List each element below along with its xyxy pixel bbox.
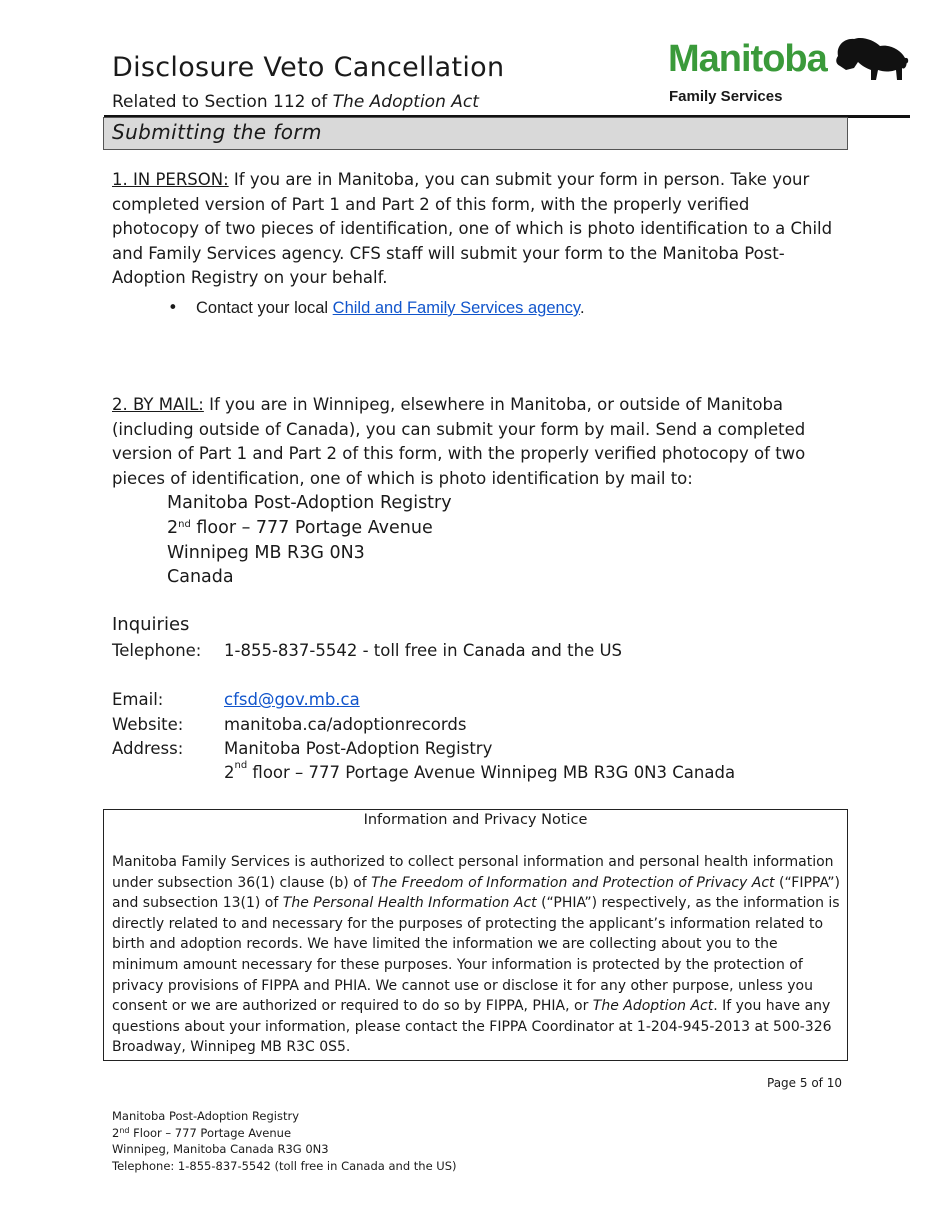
bullet-icon: • [168, 298, 178, 317]
footer-line2 [112, 1125, 457, 1142]
mailing-address [167, 491, 452, 590]
document-subtitle [112, 92, 479, 112]
by-mail-paragraph [112, 393, 838, 491]
mailing-address-line3: Winnipeg MB R3G 0N3 [167, 542, 365, 563]
telephone-value: 1-855-837-5542 - toll free in Canada and the US [224, 641, 623, 660]
page-number: Page 5 of 10 [767, 1076, 842, 1090]
footer-floor-suffix: nd [119, 1125, 130, 1135]
subtitle-prefix: Related to Section 112 of [112, 92, 333, 112]
by-mail-text: If you are in Winnipeg, elsewhere in Manitoba, or outside of Manitoba (including outside of Canada), you can submit your form by mail. Send a completed version of Part 1 and Part 2 of this form, with the properly verified photocopy of two pieces of identification, one of which is photo identification by mail to: [112, 395, 806, 488]
section-header [103, 117, 848, 150]
address-floor-number: 2 [224, 763, 235, 782]
footer-line1: Manitoba Post-Adoption Registry [112, 1109, 300, 1123]
privacy-act-fippa: The Freedom of Information and Protection of Privacy Act [371, 874, 775, 891]
privacy-notice-body [112, 852, 840, 1058]
footer-line4: Telephone: 1-855-837-5542 (toll free in Canada and the US) [112, 1158, 457, 1173]
in-person-text: If you are in Manitoba, you can submit your form in person. Take your completed version of Part 1 and Part 2 of this form, with the properly verified photocopy of two pieces of identification, one of which is photo identification to a Child and Family Services agency. CFS staff will submit your form to the Manitoba Post-Adoption Registry on your behalf. [112, 170, 833, 288]
website-label: Website: [112, 715, 184, 734]
privacy-text-2: (“FIPPA”) and subsection 13(1) of [112, 874, 841, 912]
manitoba-logo [666, 34, 911, 112]
bison-icon [832, 34, 910, 86]
privacy-notice-box [103, 809, 848, 1061]
section-title: Submitting the form [112, 120, 322, 144]
privacy-text-4: . If you have any questions about your information, please contact the FIPPA Coordinator at 1-204-945-2013 at 500-326 Broadway, Winnipeg MB R3C 0S5. [112, 998, 832, 1056]
bullet-prefix: Contact your local [196, 299, 333, 317]
privacy-notice-heading: Information and Privacy Notice [363, 812, 588, 828]
privacy-act-phia: The Personal Health Information Act [282, 895, 537, 912]
logo-department: Family Services [669, 88, 783, 105]
subtitle-act: The Adoption Act [332, 92, 479, 112]
mailing-address-line4: Canada [167, 567, 234, 588]
bullet-text [196, 296, 585, 320]
by-mail-lead: 2. BY MAIL: [112, 395, 204, 414]
privacy-text-3: (“PHIA”) respectively, as the information is directly related to and necessary for the purposes of protecting the applicant’s information related to birth and adoption records. We have limited the information we are collecting about you to the minimum amount necessary for these purposes. Your information is protected by the protection of privacy provisions of FIPPA and PHIA. We cannot use or disclose it for any other purpose, unless you consent or we are authorized or required to do so by FIPPA, PHIA, or [112, 895, 840, 1015]
inquiries-heading: Inquiries [112, 614, 190, 635]
floor-number: 2 [167, 517, 179, 538]
address-value-line1: Manitoba Post-Adoption Registry [224, 739, 493, 758]
mailing-address-line2 [167, 516, 452, 541]
email-label: Email: [112, 690, 164, 709]
floor-suffix: nd [178, 518, 191, 530]
mailing-address-line1: Manitoba Post-Adoption Registry [167, 493, 452, 513]
email-link[interactable]: cfsd@gov.mb.ca [224, 690, 360, 709]
page-footer [112, 1108, 457, 1174]
bullet-suffix: . [579, 299, 585, 317]
logo-wordmark: Manitoba [668, 38, 827, 80]
in-person-lead: 1. IN PERSON: [112, 170, 229, 189]
address-value-line2 [224, 760, 736, 782]
cfs-agency-link[interactable]: Child and Family Services agency [332, 299, 580, 317]
footer-floor-number: 2 [112, 1125, 120, 1140]
address-label: Address: [112, 739, 184, 758]
privacy-text-1: Manitoba Family Services is authorized to collect personal information and personal health information under subsection 36(1) clause (b) of [112, 854, 834, 891]
floor-rest: floor – 777 Portage Avenue [190, 517, 433, 538]
website-value: manitoba.ca/adoptionrecords [224, 715, 467, 734]
footer-floor-rest: Floor – 777 Portage Avenue [129, 1125, 292, 1140]
address-floor-rest: floor – 777 Portage Avenue Winnipeg MB R3G 0N3 Canada [247, 763, 736, 782]
address-floor-suffix: nd [234, 760, 248, 771]
telephone-label: Telephone: [112, 641, 202, 660]
document-title: Disclosure Veto Cancellation [112, 52, 505, 83]
privacy-act-adoption: The Adoption Act [592, 998, 714, 1015]
in-person-paragraph [112, 168, 838, 291]
footer-line3: Winnipeg, Manitoba Canada R3G 0N3 [112, 1142, 329, 1156]
